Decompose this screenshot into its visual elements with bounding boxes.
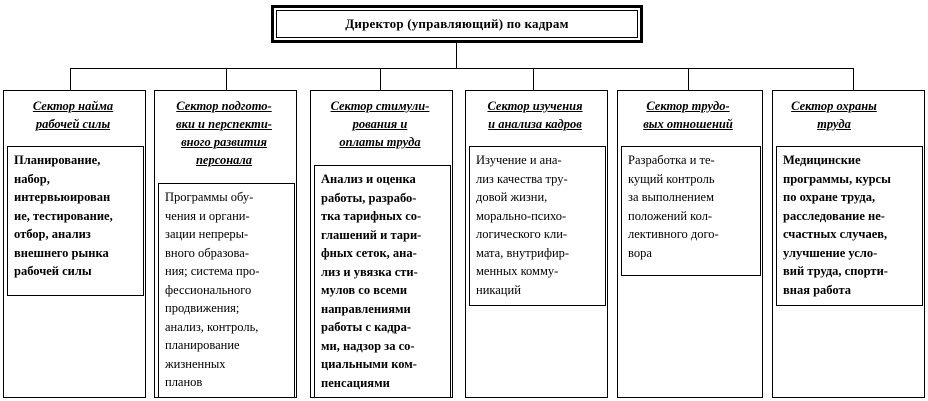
sector-motivation-heading: Сектор стимули- рования и оплаты труда: [330, 99, 430, 149]
sector-safety-heading: Сектор охраны труда: [791, 99, 877, 131]
branch-connector-4: [533, 68, 534, 90]
sector-training-heading: Сектор подгото- вки и перспекти- вного развития персонала: [176, 99, 272, 167]
branch-connector-2: [226, 68, 227, 90]
trunk-connector: [456, 43, 457, 68]
branch-connector-5: [688, 68, 689, 90]
director-box: [271, 5, 643, 43]
sector-hiring-heading: Сектор найма рабочей силы: [32, 99, 114, 131]
sector-labor-relations-description: Разработка и те- кущий контроль за выполнением положений кол- лективного дого- вора: [621, 146, 761, 276]
sector-analysis-heading: Сектор изучения и анализа кадров: [487, 99, 583, 131]
sector-training-description: Программы обу- чения и органи- зации непреры- вного образова- ния; система про- фессионального продвижения; анализ, контроль, планирование жизненных планов: [158, 183, 295, 398]
sector-hiring-description: Планирование, набор, интервьюирован ие, тестирование, отбор, анализ внешнего рынка рабочей силы: [7, 146, 144, 296]
sector-safety-description: Медицинские программы, курсы по охране труда, расследование не- счастных случаев, улучшение усло- вий труда, спорти- вная работа: [776, 146, 923, 306]
director-title: Директор (управляющий) по кадрам: [276, 10, 638, 38]
sector-labor-relations-heading: Сектор трудо- вых отношений: [643, 99, 733, 131]
branch-connector-1: [70, 68, 71, 90]
branch-connector-3: [380, 68, 381, 90]
sector-motivation-description: Анализ и оценка работы, разрабо- тка тарифных со- глашений и тари- фных сеток, ана- лиз и увязка сти- мулов со всеми направлениями работы с кадра- ми, надзор за со- циальными ком- пенсациями: [314, 165, 451, 398]
sector-analysis-description: Изучение и ана- лиз качества тру- довой жизни, морально-психо- логического кли- мата, внутрифир- менных комму- никаций: [469, 146, 606, 306]
horizontal-connector: [70, 68, 854, 69]
branch-connector-6: [853, 68, 854, 90]
